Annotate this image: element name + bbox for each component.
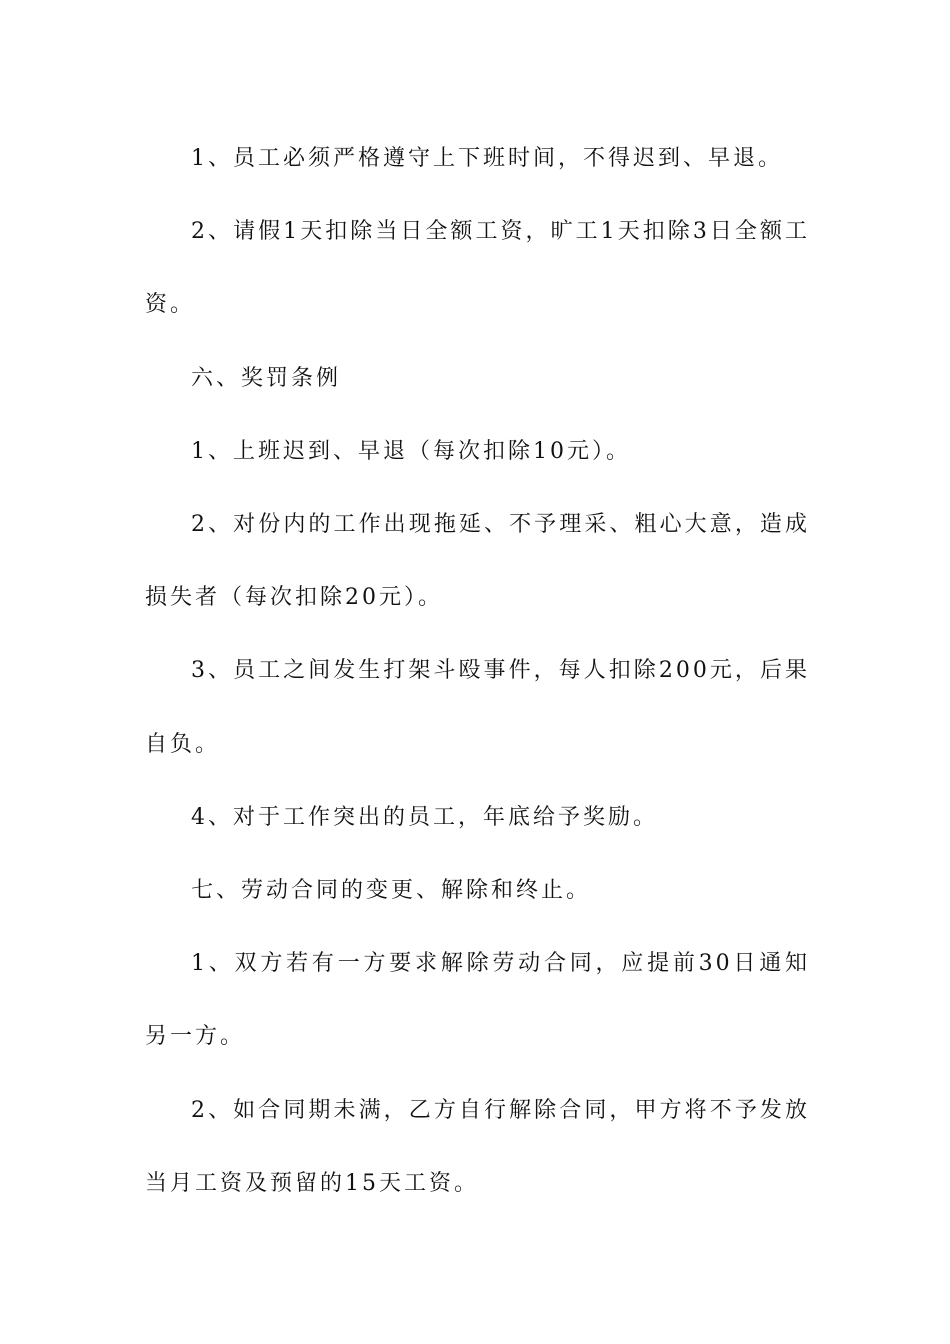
section-heading-contract-changes: 七、劳动合同的变更、解除和终止。 bbox=[191, 878, 592, 904]
paragraph-attendance-rule: 1、员工必须严格遵守上下班时间，不得迟到、早退。 bbox=[191, 146, 783, 171]
paragraph-negligence-penalty: 2、对份内的工作出现拖延、不予理采、粗心大意，造成损失者（每次扣除20元）。 bbox=[145, 512, 810, 611]
paragraph-leave-deduction: 2、请假1天扣除当日全额工资，旷工1天扣除3日全额工资。 bbox=[145, 219, 810, 318]
paragraph-late-penalty: 1、上班迟到、早退（每次扣除10元）。 bbox=[191, 438, 631, 464]
paragraph-reward: 4、对于工作突出的员工，年底给予奖励。 bbox=[191, 804, 658, 830]
paragraph-fighting-penalty: 3、员工之间发生打架斗殴事件，每人扣除200元，后果自负。 bbox=[145, 658, 810, 757]
paragraph-contract-termination-notice: 1、双方若有一方要求解除劳动合同，应提前30日通知另一方。 bbox=[145, 951, 810, 1050]
section-heading-rewards-penalties: 六、奖罚条例 bbox=[191, 365, 342, 391]
document-body bbox=[145, 122, 810, 1220]
paragraph-early-termination: 2、如合同期未满，乙方自行解除合同，甲方将不予发放当月工资及预留的15天工资。 bbox=[145, 1097, 810, 1196]
